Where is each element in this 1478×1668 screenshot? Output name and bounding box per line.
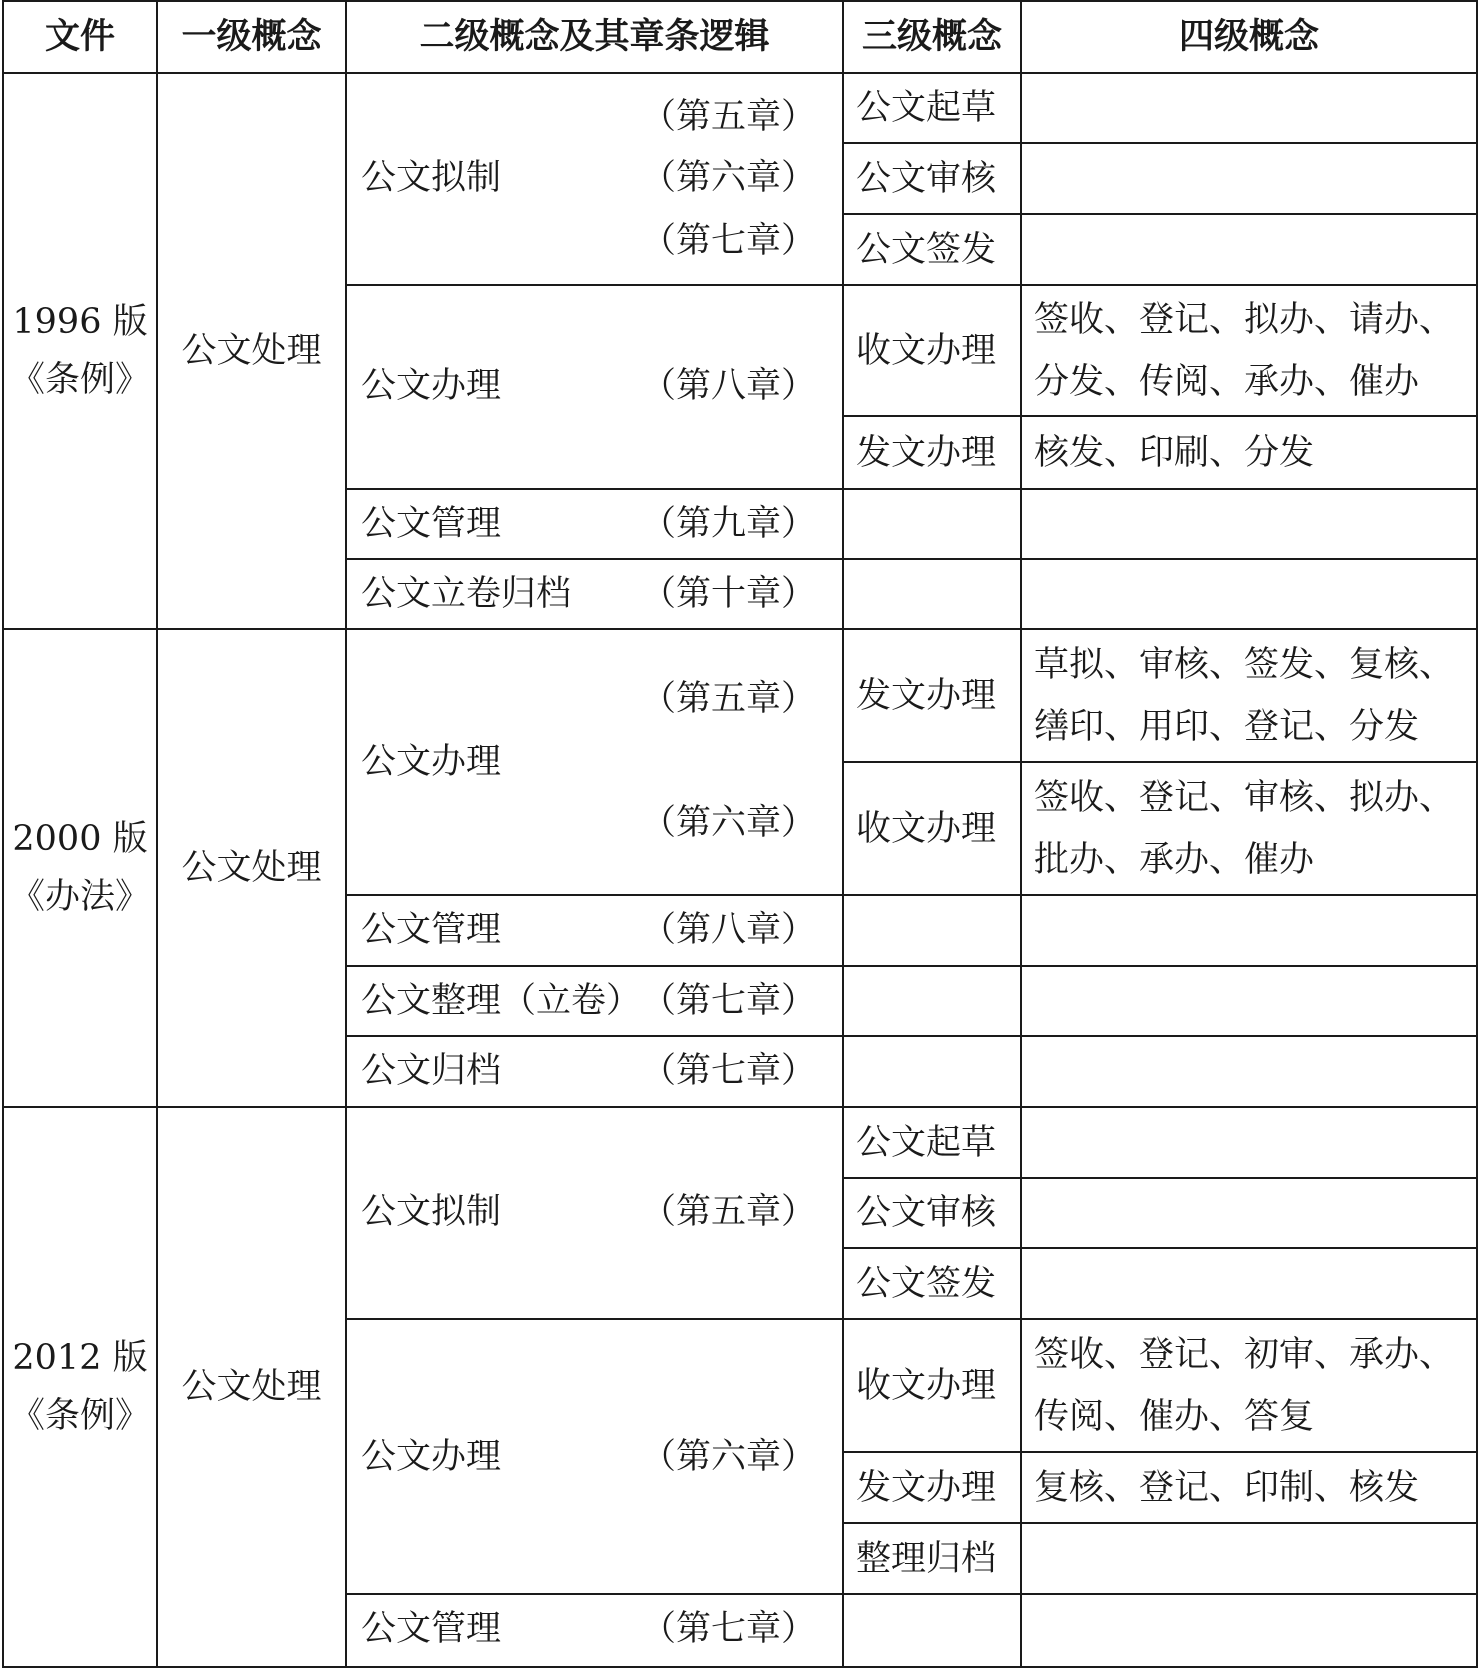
concept3-cell: 公文起草	[844, 74, 1022, 144]
chapter-label: （第七章）	[640, 1051, 816, 1091]
concept4-cell	[1022, 896, 1476, 967]
concept4-cell: 签收、登记、审核、拟办、批办、承办、催办	[1022, 763, 1476, 896]
concept2-cell	[347, 967, 844, 1037]
concept2-cell	[347, 630, 844, 896]
concept2-cell	[347, 1320, 844, 1595]
concept4-cell	[1022, 1179, 1476, 1249]
concept3-cell	[844, 1037, 1022, 1108]
concept4-cell	[1022, 74, 1476, 144]
header-concept3: 三级概念	[844, 2, 1022, 74]
concept2-label: 公文归档	[361, 1051, 502, 1091]
chapter-label: （第七章）	[640, 1609, 816, 1649]
doc-version: 2012 版	[12, 1338, 148, 1378]
doc-title: 《条例》	[9, 360, 150, 400]
concept2-label: 公文立卷归档	[361, 574, 572, 614]
concept3-cell: 整理归档	[844, 1524, 1022, 1595]
chapter-label: （第六章）	[640, 1437, 816, 1477]
concept1-cell: 公文处理	[158, 1108, 347, 1666]
concept4-cell: 复核、登记、印制、核发	[1022, 1453, 1476, 1524]
concept4-cell	[1022, 560, 1476, 630]
concept3-cell: 发文办理	[844, 417, 1022, 490]
concept4-cell: 核发、印刷、分发	[1022, 417, 1476, 490]
doc-cell-2000	[4, 630, 158, 1108]
concept3-cell	[844, 1595, 1022, 1666]
concept2-cell	[347, 74, 844, 286]
doc-version: 2000 版	[12, 819, 148, 859]
concept3-cell: 发文办理	[844, 1453, 1022, 1524]
doc-cell-1996	[4, 74, 158, 630]
chapter-label: （第九章）	[640, 504, 816, 544]
doc-version: 1996 版	[12, 302, 148, 342]
header-concept2: 二级概念及其章条逻辑	[347, 2, 844, 74]
concept2-label: 公文管理	[361, 504, 502, 544]
doc-cell-2012	[4, 1108, 158, 1666]
concept4-cell	[1022, 144, 1476, 215]
chapter-label: （第六章）	[640, 803, 816, 843]
chapter-label: （第七章）	[640, 981, 816, 1021]
chapter-label: （第六章）	[640, 158, 816, 198]
doc-title: 《办法》	[9, 877, 150, 917]
concept3-cell	[844, 896, 1022, 967]
concept4-cell: 签收、登记、初审、承办、传阅、催办、答复	[1022, 1320, 1476, 1453]
chapter-label: （第八章）	[640, 366, 816, 406]
concept4-cell	[1022, 1595, 1476, 1666]
concept2-label: 公文管理	[361, 910, 502, 950]
concept3-cell: 收文办理	[844, 1320, 1022, 1453]
chapter-label: （第十章）	[640, 574, 816, 614]
concept3-cell	[844, 967, 1022, 1037]
chapter-label: （第五章）	[640, 1192, 816, 1232]
concept2-cell	[347, 896, 844, 967]
concept1-cell: 公文处理	[158, 630, 347, 1108]
concept4-cell	[1022, 1249, 1476, 1320]
concept3-cell: 公文签发	[844, 215, 1022, 286]
concept1-cell: 公文处理	[158, 74, 347, 630]
concept2-label: 公文管理	[361, 1609, 502, 1649]
concept4-cell	[1022, 1108, 1476, 1179]
concept4-cell	[1022, 490, 1476, 560]
concept2-label: 公文整理（立卷）	[361, 981, 642, 1021]
concept3-cell: 公文签发	[844, 1249, 1022, 1320]
chapter-label: （第五章）	[640, 679, 816, 719]
header-file: 文件	[4, 2, 158, 74]
concept4-cell: 草拟、审核、签发、复核、缮印、用印、登记、分发	[1022, 630, 1476, 763]
header-concept4: 四级概念	[1022, 2, 1476, 74]
concept2-label: 公文办理	[361, 1437, 502, 1477]
concept-table-page	[2, 0, 1476, 1666]
concept3-cell: 收文办理	[844, 763, 1022, 896]
header-concept1: 一级概念	[158, 2, 347, 74]
concept4-cell	[1022, 1524, 1476, 1595]
concept4-cell: 签收、登记、拟办、请办、分发、传阅、承办、催办	[1022, 286, 1476, 417]
concept3-cell: 公文审核	[844, 144, 1022, 215]
concept3-cell: 收文办理	[844, 286, 1022, 417]
concept3-cell: 公文审核	[844, 1179, 1022, 1249]
concept3-cell	[844, 490, 1022, 560]
doc-title: 《条例》	[9, 1396, 150, 1436]
concept3-cell: 发文办理	[844, 630, 1022, 763]
concept3-cell	[844, 560, 1022, 630]
concept2-cell	[347, 1037, 844, 1108]
chapter-label: （第五章）	[640, 97, 816, 137]
concept2-label: 公文办理	[361, 742, 502, 782]
chapter-label: （第七章）	[640, 221, 816, 261]
chapter-label: （第八章）	[640, 910, 816, 950]
concept2-cell	[347, 1595, 844, 1666]
concept2-label: 公文拟制	[361, 158, 502, 198]
concept3-cell: 公文起草	[844, 1108, 1022, 1179]
concept4-cell	[1022, 1037, 1476, 1108]
concept-table	[2, 0, 1478, 1668]
concept2-cell	[347, 490, 844, 560]
concept2-cell	[347, 1108, 844, 1320]
concept2-cell	[347, 286, 844, 490]
concept4-cell	[1022, 215, 1476, 286]
concept2-label: 公文拟制	[361, 1192, 502, 1232]
concept2-cell	[347, 560, 844, 630]
concept2-label: 公文办理	[361, 366, 502, 406]
concept4-cell	[1022, 967, 1476, 1037]
